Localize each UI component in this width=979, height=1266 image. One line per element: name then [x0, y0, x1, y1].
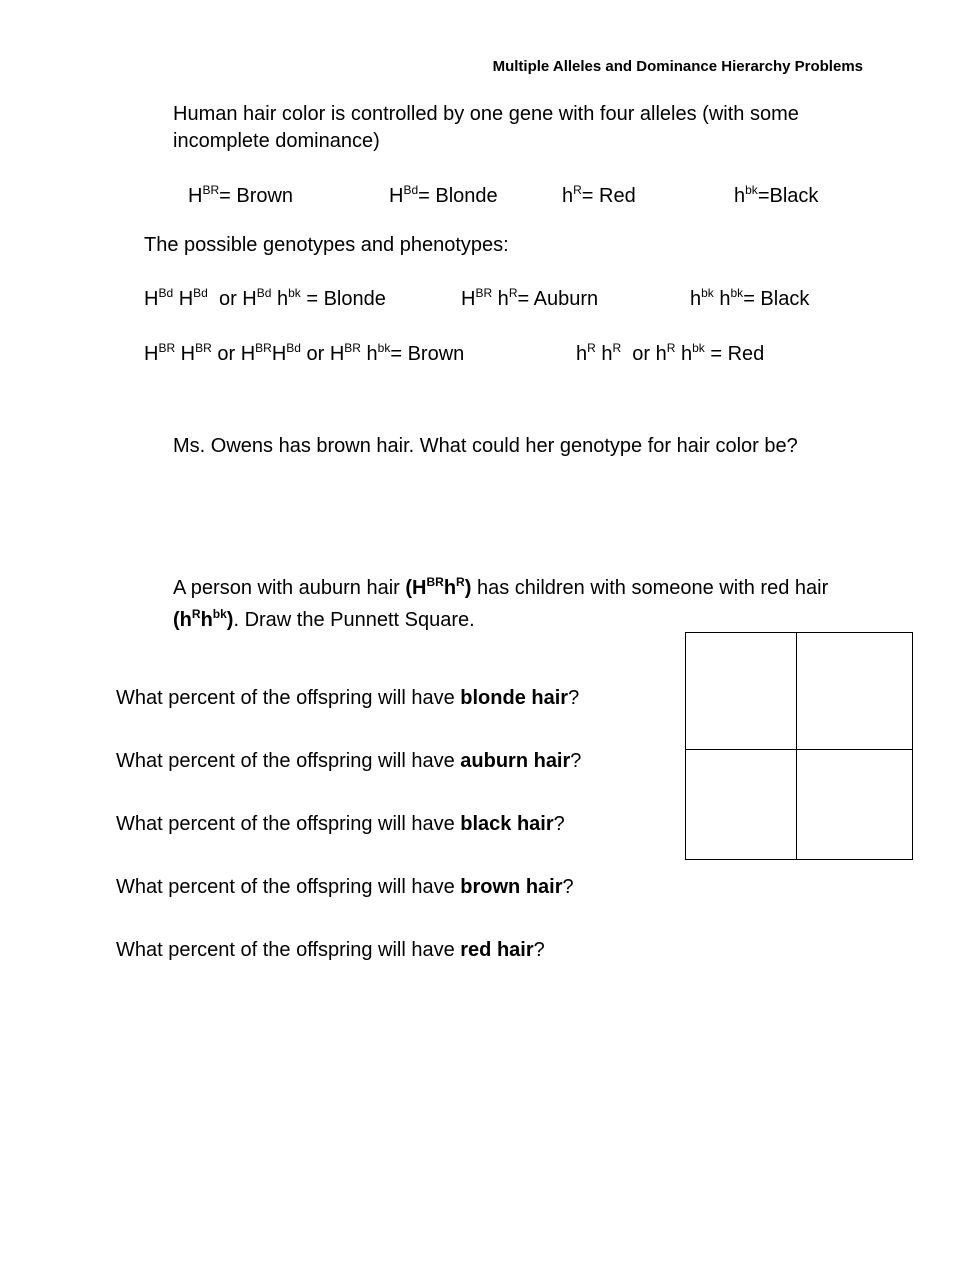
- intro-line-2: incomplete dominance): [173, 130, 380, 152]
- page-header-title: Multiple Alleles and Dominance Hierarchy Problems: [492, 58, 863, 75]
- punnett-cell[interactable]: [686, 750, 796, 859]
- genotype-auburn: $H^{BR}$ $h^R=$ Auburn: [461, 286, 599, 310]
- question-brown-percent: What percent of the offspring will have brown hair?: [116, 876, 574, 898]
- punnett-cell[interactable]: [797, 750, 912, 859]
- question-blonde-percent: What percent of the offspring will have blonde hair?: [116, 687, 580, 709]
- allele-black: $h^{bk}=Black$: [734, 183, 819, 207]
- allele-blonde: $H^{Bd}=$ Blonde: [389, 183, 498, 207]
- genotype-blonde: $H^{Bd}$ $H^{Bd}$ or $H^{Bd}$ $h^{bk}$ = Blonde: [144, 286, 386, 310]
- question-red-percent: What percent of the offspring will have red hair?: [116, 939, 545, 961]
- punnett-cell[interactable]: [797, 633, 912, 749]
- genotypes-heading: The possible genotypes and phenotypes:: [144, 234, 509, 256]
- cross-problem-line-1: A person with auburn hair $(H^{BR}h^R)$ has children with someone with red hair: [173, 575, 829, 599]
- allele-brown: $H^{BR}=$ Brown: [188, 183, 294, 207]
- genotype-red: $h^R$ $h^R$ or $h^R$ $h^{bk}$ = Red: [576, 341, 765, 365]
- intro-line-1: Human hair color is controlled by one gene with four alleles (with some: [173, 103, 799, 125]
- genotype-black: $h^{bk}$ $h^{bk}=$ Black: [690, 286, 810, 310]
- punnett-square[interactable]: [685, 632, 913, 860]
- genotype-brown: $H^{BR}$ $H^{BR}$ or $H^{BR}H^{Bd}$ or $H^{BR}$ $h^{bk}=$ Brown: [144, 341, 465, 365]
- cross-problem-line-2: $(h^Rh^{bk})$. Draw the Punnett Square.: [173, 607, 475, 631]
- allele-red: $h^R=$ Red: [562, 183, 636, 207]
- question-ms-owens: Ms. Owens has brown hair. What could her genotype for hair color be?: [173, 435, 798, 457]
- punnett-cell[interactable]: [686, 633, 796, 749]
- question-auburn-percent: What percent of the offspring will have auburn hair?: [116, 750, 582, 772]
- question-black-percent: What percent of the offspring will have black hair?: [116, 813, 565, 835]
